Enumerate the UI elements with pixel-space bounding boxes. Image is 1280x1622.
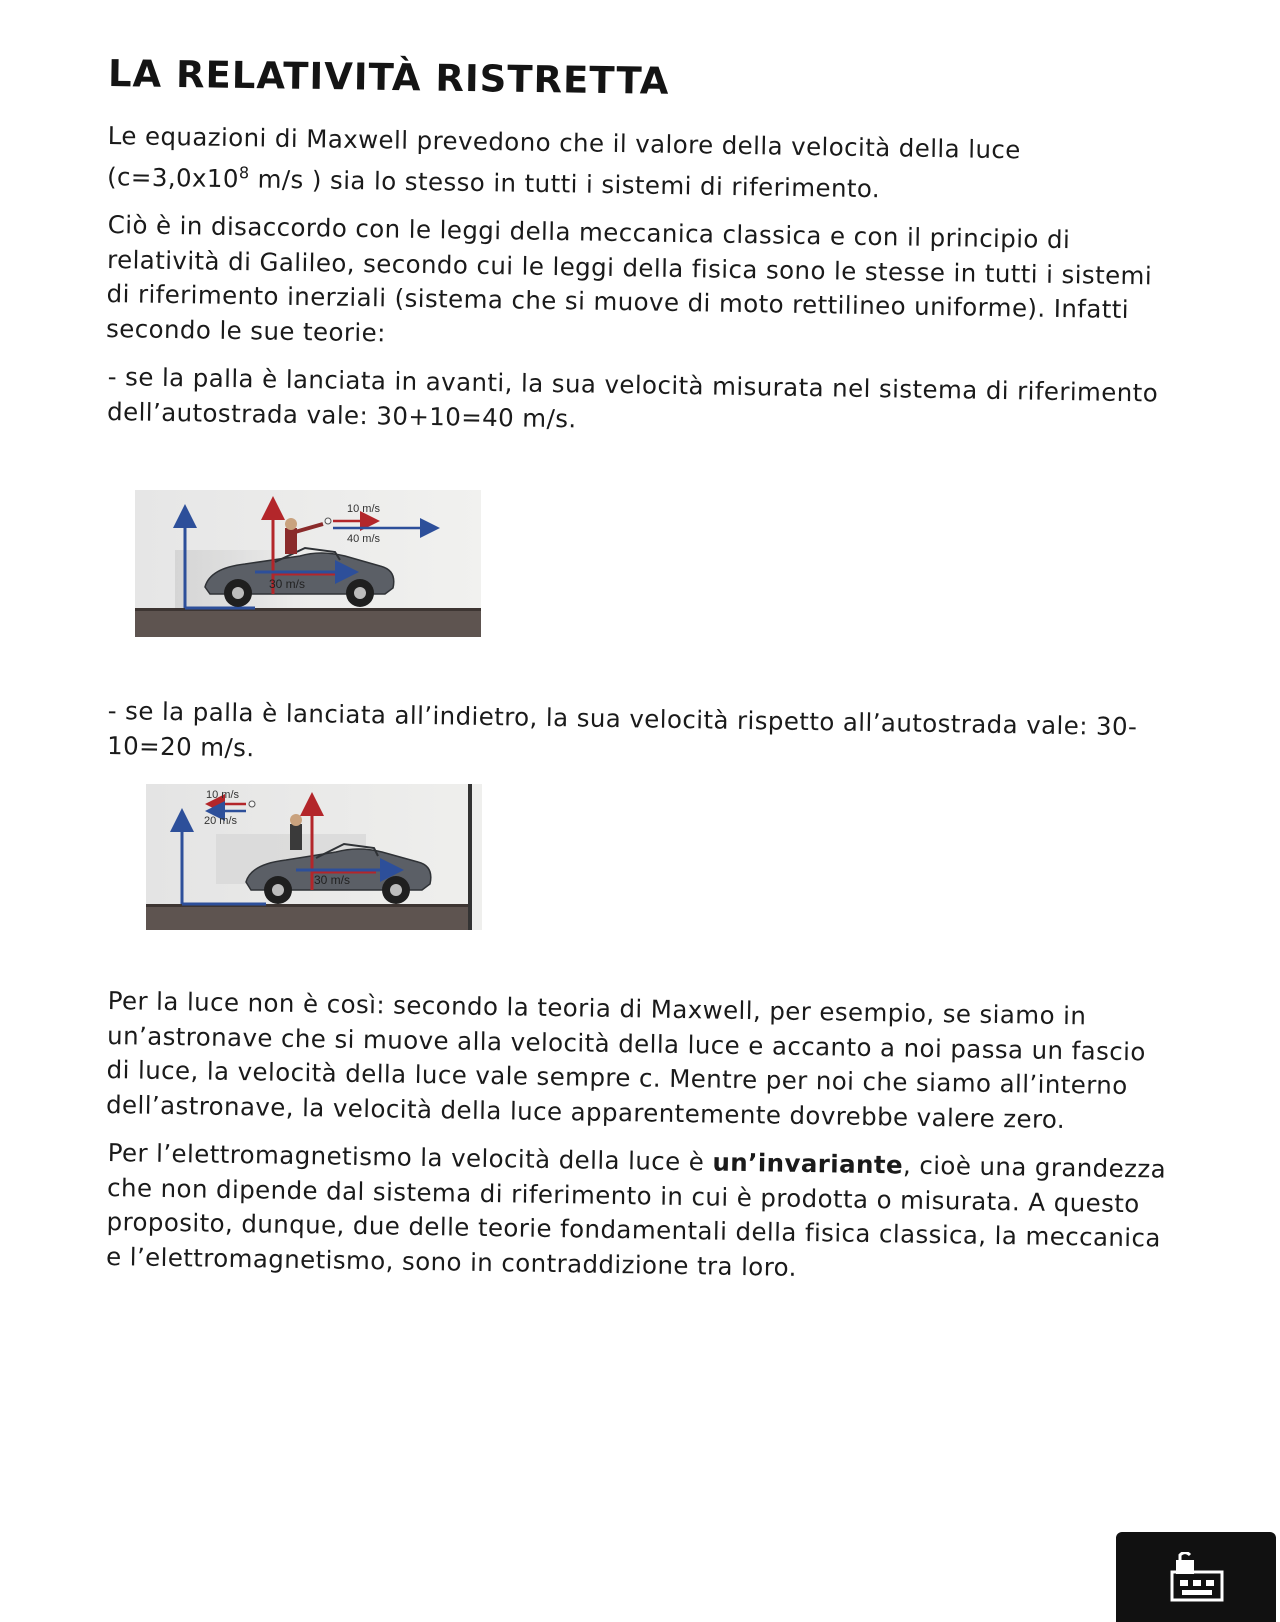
paragraph-light: Per la luce non è così: secondo la teoria di Maxwell, per esempio, se siamo in un’astronave che si muove alla velocità della luce e accanto a noi passa un fascio di luce, la velocità della luce vale sempre c. Mentre per noi che siamo all’interno dell’astronave, la velocità della luce apparentemente dovrebbe valere zero. [105, 985, 1146, 1134]
bullet-backward: - se la palla è lanciata all’indietro, la sua velocità rispetto all’autostrada vale: 30-10=20 m/s. [106, 695, 1138, 762]
bullet-forward: - se la palla è lanciata in avanti, la sua velocità misurata nel sistema di riferimento dell’autostrada vale: 30+10=40 m/s. [106, 362, 1159, 434]
document-page [105, 52, 1168, 443]
invariant-after: , cioè una grandezza che non dipende dal sistema di riferimento in cui è prodotta o misurata. A questo proposito, dunque, due delle teorie fondamentali della fisica classica, la meccanica e l’elettromagnetismo, sono in contraddizione tra loro. [105, 1150, 1167, 1282]
figure-backward-throw [146, 784, 482, 930]
keyboard-lock-icon [1166, 1552, 1228, 1604]
invariant-before: Per l’elettromagnetismo la velocità della luce è [107, 1137, 713, 1177]
paragraph-maxwell-line1: Le equazioni di Maxwell prevedono che il valore della velocità della luce [107, 120, 1021, 165]
fig2-label-car: 30 m/s [314, 873, 351, 887]
paragraph-maxwell-line2a: (c=3,0x10 [106, 161, 240, 193]
page-title: LA RELATIVITÀ RISTRETTA [107, 52, 670, 103]
paragraph-maxwell-line2b: m/s ) sia lo stesso in tutti i sistemi di riferimento. [249, 163, 881, 203]
paragraph-galileo: Ciò è in disaccordo con le leggi della meccanica classica e con il principio di relatività di Galileo, secondo cui le leggi della fisica sono le stesse in tutti i sistemi di riferimento inerziali (sistema che si muove di moto rettilineo uniforme). Infatti secondo le sue teorie: [105, 210, 1153, 348]
fig1-label-ball: 10 m/s [347, 503, 381, 515]
fig2-label-ball: 10 m/s [206, 789, 240, 801]
exponent: 8 [238, 162, 250, 182]
invariant-term: un’invariante [712, 1147, 904, 1180]
lower-text [105, 984, 1168, 1288]
figure-forward-throw [135, 490, 481, 637]
paragraph-maxwell [107, 119, 1168, 211]
fig2-label-total: 20 m/s [204, 815, 238, 827]
keyboard-lock-button[interactable] [1116, 1532, 1276, 1622]
paragraph-invariant [106, 1136, 1168, 1291]
fig1-label-car: 30 m/s [269, 577, 306, 591]
fig1-label-total: 40 m/s [347, 533, 381, 545]
